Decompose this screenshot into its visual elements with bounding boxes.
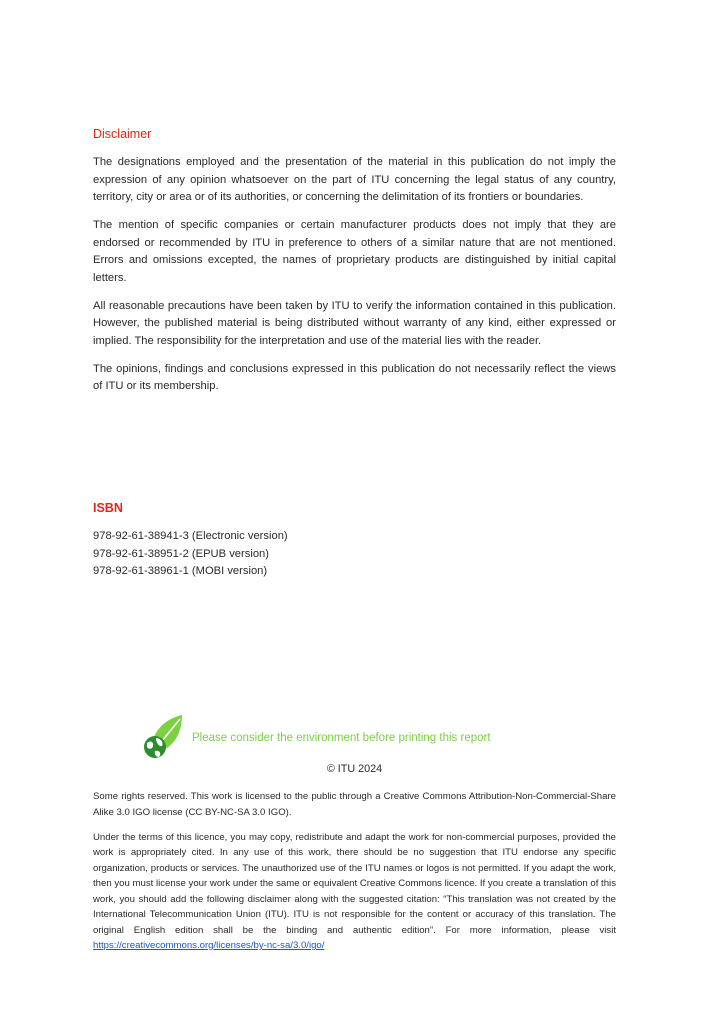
environment-note — [140, 713, 580, 763]
disclaimer-paragraph: The opinions, findings and conclusions expressed in this publication do not necessarily reflect the views of ITU or its membership. — [93, 362, 616, 392]
disclaimer-heading: Disclaimer — [93, 127, 152, 141]
license-terms — [93, 830, 616, 954]
isbn-line: 978-92-61-38951-2 (EPUB version) — [93, 547, 269, 560]
isbn-heading: ISBN — [93, 501, 123, 515]
isbn-section — [93, 500, 616, 581]
isbn-line: 978-92-61-38961-1 (MOBI version) — [93, 565, 268, 577]
license-rights-text: Some rights reserved. This work is licensed to the public through a Creative Commons Attribution-Non-Commercial-Share Alike 3.0 IGO license (CC BY-NC-SA 3.0 IGO). — [93, 791, 616, 818]
license-terms-text: Under the terms of this licence, you may copy, redistribute and adapt the work for non-commercial purposes, provided the work is appropriately cited. In any use of this work, there should be no suggestion that ITU endorse any specific organization, products or services. The unauthorized use of the ITU names or logos is not permitted. If you adapt the work, then you must license your work under the same or equivalent Creative Commons licence. If you create a translation of this work, you should add the following disclaimer along with the suggested citation: “This translation was not created by the International Telecommunication Union (ITU). ITU is not responsible for the content or accuracy of this translation. The original English edition shall be the binding and authentic edition”. For more information, please visit — [93, 831, 616, 936]
copyright: © ITU 2024 — [326, 763, 383, 775]
license-section — [93, 789, 616, 963]
disclaimer-paragraph: The designations employed and the presentation of the material in this publication do not imply the expression of any opinion whatsoever on the part of ITU concerning the legal status of any country, territory, city or area or of its authorities, or concerning the delimitation of its frontiers or boundaries. — [93, 156, 616, 203]
disclaimer-paragraph: The mention of specific companies or certain manufacturer products does not imply that they are endorsed or recommended by ITU in preference to others of a similar nature that are not mentioned. Errors and omissions excepted, the names of proprietary products are distinguished by initial capital letters. — [93, 219, 616, 284]
license-link[interactable]: https://creativecommons.org/licenses/by-nc-sa/3.0/igo/ — [93, 940, 325, 951]
isbn-line: 978-92-61-38941-3 (Electronic version) — [93, 530, 288, 542]
leaf-globe-icon — [140, 713, 186, 763]
disclaimer-section — [93, 126, 616, 406]
disclaimer-paragraph: All reasonable precautions have been taken by ITU to verify the information contained in this publication. However, the published material is being distributed without warranty of any kind, either expressed or implied. The responsibility for the interpretation and use of the material lies with the reader. — [93, 299, 616, 347]
environment-note-text: Please consider the environment before printing this report — [192, 732, 491, 744]
